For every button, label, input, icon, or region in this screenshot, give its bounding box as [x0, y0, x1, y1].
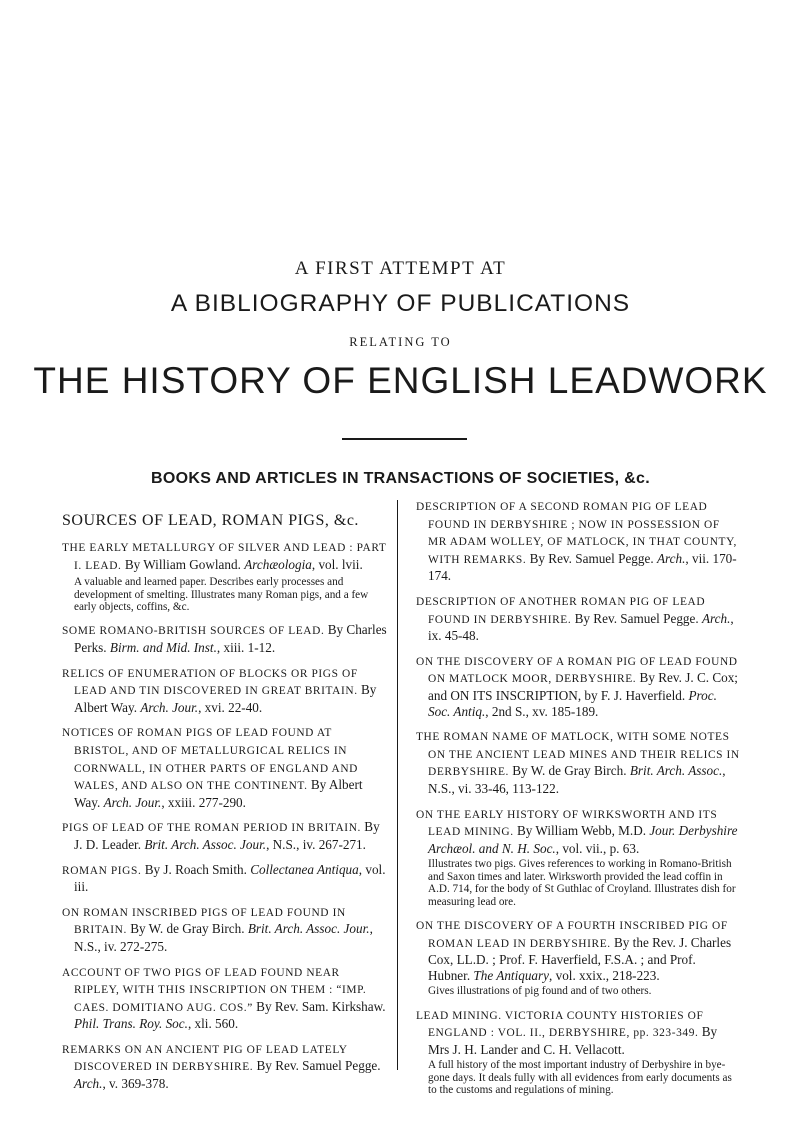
entry-source: Brit. Arch. Assoc.	[629, 763, 723, 779]
entry-detail: , xxiii. 277-290.	[161, 794, 246, 810]
entry-title: RELICS OF ENUMERATION OF BLOCKS OR PIGS OF LEAD AND TIN DISCOVERED IN GREAT BRITAIN.	[62, 667, 358, 698]
right-entries	[416, 498, 741, 1097]
entry-note: Illustrates two pigs. Gives references to working in Romano-British and Saxon times and later. Wirksworth provided the lead coffin in A.D. 714, for the body of St Guthlac of Croyland. Illustrates dish for measuring lead ore.	[428, 858, 736, 908]
entry-author: By Mrs J. H. Lander and C. H. Vellacott.	[428, 1024, 718, 1057]
entry-author: By William Webb, M.D.	[513, 823, 650, 839]
left-entries	[62, 539, 387, 1092]
entry-detail: , N.S., iv. 272-275.	[74, 921, 373, 954]
left-column	[62, 512, 387, 1101]
entry-title: ROMAN PIGS.	[62, 864, 142, 877]
entry-detail: , N.S., vi. 33-46, 113-122.	[428, 763, 726, 796]
entry-source: Collectanea Antiqua	[250, 861, 359, 877]
section-heading: BOOKS AND ARTICLES IN TRANSACTIONS OF SOCIETIES, &c.	[151, 470, 650, 487]
entry-title: ON ROMAN INSCRIBED PIGS OF LEAD FOUND IN BRITAIN.	[62, 906, 346, 937]
bibliography-entry	[62, 622, 387, 655]
bibliography-entry	[62, 1041, 387, 1092]
entry-author: By J. Roach Smith.	[141, 861, 251, 877]
entry-author: By Rev. Samuel Pegge.	[253, 1058, 381, 1074]
entry-author: By Rev. Samuel Pegge.	[571, 610, 702, 626]
entry-detail: , vol. lvii.	[311, 556, 363, 572]
entry-source: Arch.	[656, 550, 686, 566]
entry-title: THE ROMAN NAME OF MATLOCK, WITH SOME NOTES ON THE ANCIENT LEAD MINES AND THEIR RELICS IN DERBYSHIRE.	[416, 731, 740, 779]
title-line-1: A FIRST ATTEMPT AT	[294, 258, 507, 279]
entry-title: SOME ROMANO-BRITISH SOURCES OF LEAD.	[62, 625, 325, 638]
entry-source: Birm. and Mid. Inst.	[109, 640, 217, 655]
bibliography-entry	[416, 917, 741, 998]
bibliography-entry	[416, 1007, 741, 1097]
entry-source: Brit. Arch. Assoc. Jour.	[144, 836, 267, 852]
entry-source: Archæologia	[244, 556, 312, 572]
title-line-3: RELATING TO	[349, 335, 452, 349]
bibliography-entry	[62, 862, 387, 895]
bibliography-entry	[416, 498, 741, 584]
entry-title: ON THE EARLY HISTORY OF WIRKSWORTH AND ITS LEAD MINING.	[416, 808, 718, 839]
entry-author: By W. de Gray Birch.	[508, 763, 630, 779]
bibliography-entry	[62, 724, 387, 810]
entry-author: By W. de Gray Birch.	[126, 921, 248, 937]
entry-author: By Albert Way.	[74, 682, 377, 715]
entry-title: PIGS OF LEAD OF THE ROMAN PERIOD IN BRITAIN.	[62, 822, 361, 835]
bibliography-entry	[416, 728, 741, 796]
entry-source: Arch. Jour.	[103, 794, 162, 810]
entry-author: By Charles Perks.	[74, 622, 387, 655]
entry-title: ON THE DISCOVERY OF A FOURTH INSCRIBED PIG OF ROMAN LEAD IN DERBYSHIRE.	[416, 919, 728, 950]
title-line-2: A BIBLIOGRAPHY OF PUBLICATIONS	[170, 290, 631, 317]
right-column	[416, 498, 741, 1106]
entry-author: By Rev. Sam. Kirkshaw.	[252, 998, 386, 1014]
entry-source: Arch.	[701, 610, 731, 626]
bibliography-entry	[62, 539, 387, 613]
entry-detail: , v. 369-378.	[102, 1076, 169, 1092]
entry-author: By J. D. Leader.	[74, 819, 380, 852]
entry-note: A valuable and learned paper. Describes early processes and development of smelting. Illustrates many Roman pigs, and a few early objects, coffins, &c.	[74, 576, 369, 613]
entry-author: By Rev. Samuel Pegge.	[526, 550, 657, 566]
entry-title: NOTICES OF ROMAN PIGS OF LEAD FOUND AT BRISTOL, AND OF METALLURGICAL RELICS IN CORNWALL, IN OTHER PARTS OF ENGLAND AND WALES, AND ALSO ON THE CONTINENT.	[62, 727, 358, 793]
bibliography-entry	[416, 653, 741, 719]
entry-author: By William Gowland.	[121, 556, 245, 572]
entry-title: REMARKS ON AN ANCIENT PIG OF LEAD LATELY DISCOVERED IN DERBYSHIRE.	[62, 1043, 348, 1074]
bibliography-entry	[62, 904, 387, 955]
entry-source: Brit. Arch. Assoc. Jour.	[247, 921, 370, 937]
entry-note: A full history of the most important industry of Derbyshire in bye-gone days. It deals fully with all evidences from early documents as to the customs and regulations of mining.	[428, 1059, 732, 1097]
entry-detail: , vol. xxix., 218-223.	[549, 967, 660, 983]
entry-detail: , xvi. 22-40.	[198, 699, 263, 715]
bibliography-entry	[62, 665, 387, 716]
title-line-4: THE HISTORY OF ENGLISH LEADWORK	[33, 360, 768, 401]
entry-detail: , vol. vii., p. 63.	[555, 840, 640, 856]
left-column-heading: SOURCES OF LEAD, ROMAN PIGS, &c.	[62, 512, 359, 529]
bibliography-entry	[62, 964, 387, 1032]
entry-title: LEAD MINING. VICTORIA COUNTY HISTORIES OF ENGLAND : VOL. II., DERBYSHIRE, pp. 323-349.	[416, 1009, 704, 1040]
column-divider	[397, 500, 398, 1070]
entry-author: By the Rev. J. Charles Cox, LL.D. ; Prof. F. Haverfield, F.S.A. ; and Prof. Hubner.	[428, 934, 732, 983]
entry-source: Phil. Trans. Roy. Soc.	[74, 1016, 188, 1032]
bibliography-entry	[416, 806, 741, 908]
entry-author: By Albert Way.	[74, 777, 363, 810]
entry-source: Proc. Soc. Antiq.	[428, 687, 717, 719]
bibliography-entry	[416, 593, 741, 644]
entry-author: By Rev. J. C. Cox; and ON ITS INSCRIPTION, by F. J. Haverfield.	[428, 670, 738, 703]
entry-detail: , xli. 560.	[187, 1016, 239, 1032]
title-rule	[342, 438, 467, 440]
entry-detail: , N.S., iv. 267-271.	[266, 836, 366, 852]
entry-detail: , ix. 45-48.	[428, 610, 734, 644]
entry-detail: , vii. 170-174.	[428, 550, 737, 584]
entry-detail: , vol. iii.	[74, 861, 386, 895]
entry-detail: , 2nd S., xv. 185-189.	[485, 703, 599, 719]
bibliography-entry	[62, 819, 387, 852]
entry-title: DESCRIPTION OF ANOTHER ROMAN PIG OF LEAD FOUND IN DERBYSHIRE.	[416, 595, 706, 626]
entry-source: Arch.	[74, 1076, 103, 1092]
entry-title: ACCOUNT OF TWO PIGS OF LEAD FOUND NEAR RIPLEY, WITH THIS INSCRIPTION ON THEM : “IMP. CAES. DOMITIANO AUG. COS.”	[62, 966, 367, 1014]
entry-title: ON THE DISCOVERY OF A ROMAN PIG OF LEAD FOUND ON MATLOCK MOOR, DERBYSHIRE.	[416, 655, 738, 686]
entry-note: Gives illustrations of pig found and of two others.	[428, 985, 652, 998]
entry-source: Arch. Jour.	[140, 699, 199, 715]
entry-source: Jour. Derbyshire Archæol. and N. H. Soc.	[428, 823, 738, 856]
entry-detail: , xiii. 1-12.	[216, 640, 276, 655]
entry-title: DESCRIPTION OF A SECOND ROMAN PIG OF LEAD FOUND IN DERBYSHIRE ; NOW IN POSSESSION OF MR ADAM WOLLEY, OF MATLOCK, IN THAT COUNTY, WITH REMARKS.	[416, 501, 737, 566]
entry-title: THE EARLY METALLURGY OF SILVER AND LEAD : PART I. LEAD.	[62, 542, 387, 572]
entry-source: The Antiquary	[473, 967, 550, 983]
